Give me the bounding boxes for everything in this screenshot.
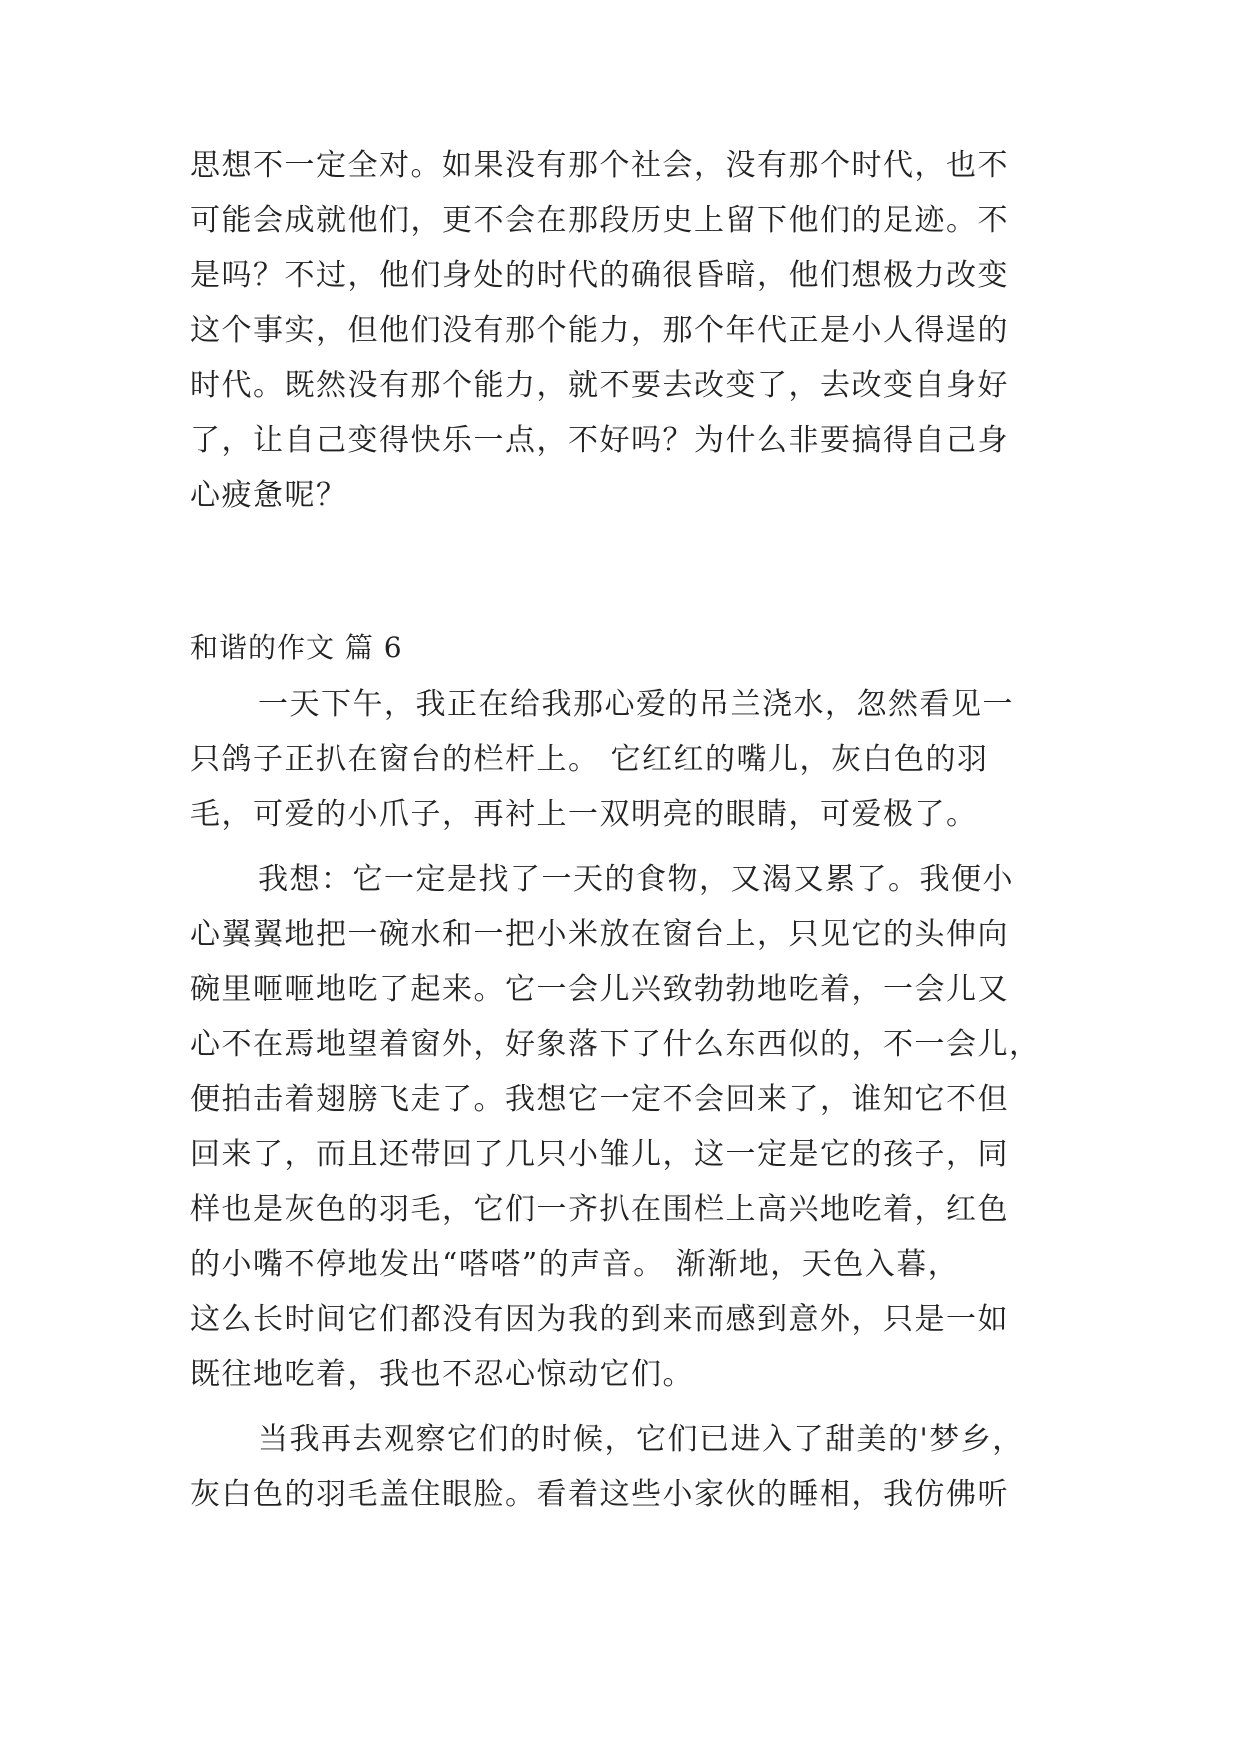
paragraph-line: 回来了，而且还带回了几只小雏儿，这一定是它的孩子，同 — [190, 1137, 1009, 1172]
paragraph-line: 心不在焉地望着窗外，好象落下了什么东西似的，不一会儿， — [190, 1027, 1041, 1062]
paragraph-line: 是吗？不过，他们身处的时代的确很昏暗，他们想极力改变 — [190, 258, 1009, 293]
paragraph-line: 碗里咂咂地吃了起来。它一会儿兴致勃勃地吃着，一会儿又 — [190, 972, 1009, 1007]
paragraph-line: 灰白色的羽毛盖住眼脸。看着这些小家伙的睡相，我仿佛听 — [190, 1477, 1009, 1512]
section-heading: 和谐的作文 篇 6 — [190, 631, 403, 664]
paragraph-line: 的小嘴不停地发出“嗒嗒”的声音。 渐渐地，天色入暮， — [190, 1247, 960, 1282]
paragraph-line: 只鸽子正扒在窗台的栏杆上。 它红红的嘴儿，灰白色的羽 — [190, 742, 989, 777]
paragraph-line: 样也是灰色的羽毛，它们一齐扒在围栏上高兴地吃着，红色 — [190, 1192, 1009, 1227]
paragraph-line: 了，让自己变得快乐一点，不好吗？为什么非要搞得自己身 — [190, 423, 1009, 458]
paragraph-line: 时代。既然没有那个能力，就不要去改变了，去改变自身好 — [190, 368, 1009, 403]
paragraph-line: 心疲惫呢？ — [190, 478, 348, 513]
paragraph-line: 这么长时间它们都没有因为我的到来而感到意外，只是一如 — [190, 1302, 1009, 1337]
paragraph-line: 思想不一定全对。如果没有那个社会，没有那个时代，也不 — [190, 148, 1009, 183]
paragraph-line: 一天下午，我正在给我那心爱的吊兰浇水，忽然看见一 — [258, 687, 1014, 722]
paragraph-line: 这个事实，但他们没有那个能力，那个年代正是小人得逞的 — [190, 313, 1009, 348]
paragraph-line: 心翼翼地把一碗水和一把小米放在窗台上，只见它的头伸向 — [190, 917, 1009, 952]
paragraph-line: 毛，可爱的小爪子，再衬上一双明亮的眼睛，可爱极了。 — [190, 797, 978, 832]
paragraph-line: 当我再去观察它们的时候，它们已进入了甜美的'梦乡， — [258, 1422, 1024, 1457]
paragraph-line: 既往地吃着，我也不忍心惊动它们。 — [190, 1357, 694, 1392]
paragraph-line: 便拍击着翅膀飞走了。我想它一定不会回来了，谁知它不但 — [190, 1082, 1009, 1117]
paragraph-line: 我想：它一定是找了一天的食物，又渴又累了。我便小 — [258, 862, 1014, 897]
paragraph-line: 可能会成就他们，更不会在那段历史上留下他们的足迹。不 — [190, 203, 1009, 238]
